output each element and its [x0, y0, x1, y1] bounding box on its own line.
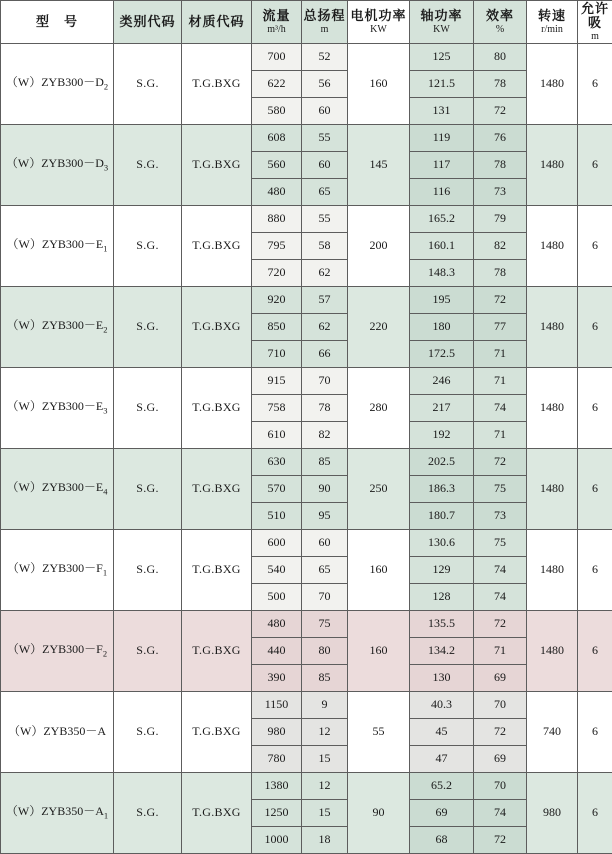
cell-total-head: 15 [302, 746, 348, 773]
cell-shaft-power: 202.5 [410, 449, 474, 476]
cell-motor-power: 55 [348, 692, 410, 773]
cell-shaft-power: 117 [410, 152, 474, 179]
cell-efficiency: 70 [474, 692, 527, 719]
cell-efficiency: 73 [474, 179, 527, 206]
cell-shaft-power: 134.2 [410, 638, 474, 665]
cell-model: $(W)ZYB300-E_2$ [1, 287, 114, 368]
cell-efficiency: 69 [474, 665, 527, 692]
cell-flow: 795 [252, 233, 302, 260]
cell-shaft-power: 148.3 [410, 260, 474, 287]
cell-model: $(W)ZYB350-A_1$ [1, 773, 114, 854]
cell-total-head: 12 [302, 773, 348, 800]
cell-flow: 850 [252, 314, 302, 341]
model-subscript: 2 [103, 325, 107, 335]
cell-efficiency: 77 [474, 314, 527, 341]
cell-efficiency: 71 [474, 422, 527, 449]
cell-efficiency: 82 [474, 233, 527, 260]
cell-shaft-power: 195 [410, 287, 474, 314]
cell-material-code: T.G.BXG [182, 125, 252, 206]
column-header-motor-power: 电机功率 KW [348, 1, 410, 44]
cell-flow: 608 [252, 125, 302, 152]
cell-efficiency: 78 [474, 260, 527, 287]
cell-shaft-power: 47 [410, 746, 474, 773]
model-subscript: 3 [103, 406, 107, 416]
model-subscript: 4 [103, 487, 107, 497]
cell-model: $(W)ZYB300-F_2$ [1, 611, 114, 692]
cell-flow: 600 [252, 530, 302, 557]
cell-npsh: 6 [578, 368, 612, 449]
cell-efficiency: 76 [474, 125, 527, 152]
cell-flow: 610 [252, 422, 302, 449]
cell-flow: 1250 [252, 800, 302, 827]
cell-total-head: 60 [302, 98, 348, 125]
cell-total-head: 80 [302, 638, 348, 665]
cell-flow: 540 [252, 557, 302, 584]
cell-total-head: 65 [302, 179, 348, 206]
cell-total-head: 90 [302, 476, 348, 503]
cell-npsh: 6 [578, 206, 612, 287]
table-header [1, 1, 612, 44]
cell-total-head: 55 [302, 125, 348, 152]
cell-flow: 700 [252, 44, 302, 71]
cell-total-head: 12 [302, 719, 348, 746]
cell-flow: 780 [252, 746, 302, 773]
cell-flow: 440 [252, 638, 302, 665]
cell-motor-power: 220 [348, 287, 410, 368]
cell-total-head: 15 [302, 800, 348, 827]
cell-material-code: T.G.BXG [182, 692, 252, 773]
cell-shaft-power: 128 [410, 584, 474, 611]
cell-efficiency: 69 [474, 746, 527, 773]
model-subscript: 1 [103, 244, 107, 254]
cell-shaft-power: 246 [410, 368, 474, 395]
model-subscript: 3 [104, 163, 108, 173]
cell-speed: 1480 [527, 287, 578, 368]
cell-material-code: T.G.BXG [182, 449, 252, 530]
column-header-flow: 流量 m³/h [252, 1, 302, 44]
cell-category-code: S.G. [114, 449, 182, 530]
cell-efficiency: 72 [474, 827, 527, 854]
table-row [1, 530, 612, 557]
cell-material-code: T.G.BXG [182, 206, 252, 287]
cell-shaft-power: 180.7 [410, 503, 474, 530]
cell-flow: 1150 [252, 692, 302, 719]
model-subscript: 2 [103, 649, 107, 659]
table-row [1, 44, 612, 71]
table-row [1, 773, 612, 800]
cell-total-head: 55 [302, 206, 348, 233]
cell-flow: 1000 [252, 827, 302, 854]
cell-efficiency: 74 [474, 395, 527, 422]
cell-category-code: S.G. [114, 287, 182, 368]
cell-flow: 580 [252, 98, 302, 125]
cell-model: $(W)ZYB300-F_1$ [1, 530, 114, 611]
cell-efficiency: 72 [474, 449, 527, 476]
cell-flow: 570 [252, 476, 302, 503]
column-header-speed: 转速 r/min [527, 1, 578, 44]
cell-speed: 1480 [527, 44, 578, 125]
cell-total-head: 52 [302, 44, 348, 71]
cell-shaft-power: 130.6 [410, 530, 474, 557]
cell-efficiency: 72 [474, 287, 527, 314]
cell-motor-power: 145 [348, 125, 410, 206]
cell-flow: 720 [252, 260, 302, 287]
cell-efficiency: 70 [474, 773, 527, 800]
cell-total-head: 60 [302, 152, 348, 179]
cell-flow: 390 [252, 665, 302, 692]
cell-category-code: S.G. [114, 692, 182, 773]
cell-flow: 500 [252, 584, 302, 611]
column-header-efficiency: 效率 % [474, 1, 527, 44]
cell-total-head: 70 [302, 368, 348, 395]
cell-shaft-power: 65.2 [410, 773, 474, 800]
cell-motor-power: 90 [348, 773, 410, 854]
model-subscript: 1 [103, 568, 107, 578]
cell-total-head: 85 [302, 665, 348, 692]
cell-flow: 560 [252, 152, 302, 179]
cell-efficiency: 71 [474, 638, 527, 665]
cell-efficiency: 78 [474, 71, 527, 98]
model-subscript: 2 [104, 82, 108, 92]
cell-motor-power: 160 [348, 530, 410, 611]
cell-efficiency: 80 [474, 44, 527, 71]
cell-efficiency: 71 [474, 368, 527, 395]
cell-material-code: T.G.BXG [182, 368, 252, 449]
cell-flow: 510 [252, 503, 302, 530]
cell-motor-power: 250 [348, 449, 410, 530]
cell-efficiency: 74 [474, 800, 527, 827]
cell-category-code: S.G. [114, 368, 182, 449]
cell-shaft-power: 131 [410, 98, 474, 125]
cell-total-head: 85 [302, 449, 348, 476]
cell-shaft-power: 217 [410, 395, 474, 422]
cell-category-code: S.G. [114, 530, 182, 611]
table-body [1, 44, 612, 854]
cell-efficiency: 74 [474, 584, 527, 611]
cell-motor-power: 200 [348, 206, 410, 287]
cell-total-head: 65 [302, 557, 348, 584]
cell-total-head: 57 [302, 287, 348, 314]
cell-motor-power: 160 [348, 611, 410, 692]
cell-model: $(W)ZYB300-D_2$ [1, 44, 114, 125]
column-header-material-code: 材质代码 [182, 1, 252, 44]
cell-efficiency: 73 [474, 503, 527, 530]
cell-speed: 1480 [527, 611, 578, 692]
cell-category-code: S.G. [114, 206, 182, 287]
cell-flow: 630 [252, 449, 302, 476]
cell-efficiency: 74 [474, 557, 527, 584]
cell-npsh: 6 [578, 125, 612, 206]
table-row [1, 449, 612, 476]
cell-shaft-power: 121.5 [410, 71, 474, 98]
cell-total-head: 78 [302, 395, 348, 422]
table-row [1, 287, 612, 314]
cell-npsh: 6 [578, 611, 612, 692]
cell-efficiency: 79 [474, 206, 527, 233]
cell-flow: 622 [252, 71, 302, 98]
cell-shaft-power: 130 [410, 665, 474, 692]
cell-flow: 1380 [252, 773, 302, 800]
cell-npsh: 6 [578, 692, 612, 773]
table-row [1, 125, 612, 152]
column-header-category-code: 类别代码 [114, 1, 182, 44]
cell-flow: 980 [252, 719, 302, 746]
cell-flow: 758 [252, 395, 302, 422]
model-subscript: 1 [104, 811, 108, 821]
cell-shaft-power: 160.1 [410, 233, 474, 260]
cell-efficiency: 72 [474, 611, 527, 638]
cell-total-head: 70 [302, 584, 348, 611]
cell-speed: 1480 [527, 530, 578, 611]
cell-speed: 1480 [527, 449, 578, 530]
cell-speed: 1480 [527, 206, 578, 287]
cell-shaft-power: 116 [410, 179, 474, 206]
cell-efficiency: 71 [474, 341, 527, 368]
table-row [1, 611, 612, 638]
cell-material-code: T.G.BXG [182, 530, 252, 611]
cell-efficiency: 75 [474, 476, 527, 503]
cell-efficiency: 78 [474, 152, 527, 179]
cell-total-head: 18 [302, 827, 348, 854]
cell-flow: 915 [252, 368, 302, 395]
cell-total-head: 58 [302, 233, 348, 260]
cell-flow: 710 [252, 341, 302, 368]
cell-shaft-power: 172.5 [410, 341, 474, 368]
table-row [1, 206, 612, 233]
cell-shaft-power: 186.3 [410, 476, 474, 503]
cell-total-head: 62 [302, 314, 348, 341]
cell-model: $(W)ZYB300-E_1$ [1, 206, 114, 287]
cell-flow: 480 [252, 179, 302, 206]
cell-category-code: S.G. [114, 611, 182, 692]
cell-material-code: T.G.BXG [182, 611, 252, 692]
cell-total-head: 82 [302, 422, 348, 449]
cell-material-code: T.G.BXG [182, 287, 252, 368]
cell-efficiency: 72 [474, 719, 527, 746]
cell-speed: 1480 [527, 368, 578, 449]
cell-flow: 880 [252, 206, 302, 233]
cell-npsh: 6 [578, 773, 612, 854]
cell-flow: 920 [252, 287, 302, 314]
cell-category-code: S.G. [114, 125, 182, 206]
cell-total-head: 95 [302, 503, 348, 530]
cell-category-code: S.G. [114, 44, 182, 125]
cell-model: （W）ZYB350－A [1, 692, 114, 773]
header-row [1, 1, 612, 44]
cell-total-head: 62 [302, 260, 348, 287]
cell-flow: 480 [252, 611, 302, 638]
cell-shaft-power: 40.3 [410, 692, 474, 719]
cell-material-code: T.G.BXG [182, 44, 252, 125]
cell-shaft-power: 69 [410, 800, 474, 827]
cell-total-head: 66 [302, 341, 348, 368]
cell-shaft-power: 180 [410, 314, 474, 341]
cell-motor-power: 160 [348, 44, 410, 125]
column-header-total-head: 总扬程 m [302, 1, 348, 44]
cell-category-code: S.G. [114, 773, 182, 854]
cell-model: $(W)ZYB300-E_4$ [1, 449, 114, 530]
cell-total-head: 75 [302, 611, 348, 638]
column-header-model: 型 号 [1, 1, 114, 44]
cell-model: $(W)ZYB300-D_3$ [1, 125, 114, 206]
cell-shaft-power: 45 [410, 719, 474, 746]
table-row [1, 692, 612, 719]
table-row [1, 368, 612, 395]
cell-shaft-power: 135.5 [410, 611, 474, 638]
cell-efficiency: 75 [474, 530, 527, 557]
cell-efficiency: 72 [474, 98, 527, 125]
column-header-npsh: 允许吸 m [578, 1, 612, 44]
cell-shaft-power: 125 [410, 44, 474, 71]
cell-shaft-power: 68 [410, 827, 474, 854]
cell-speed: 980 [527, 773, 578, 854]
cell-speed: 740 [527, 692, 578, 773]
cell-total-head: 9 [302, 692, 348, 719]
cell-total-head: 60 [302, 530, 348, 557]
cell-npsh: 6 [578, 287, 612, 368]
cell-shaft-power: 165.2 [410, 206, 474, 233]
cell-npsh: 6 [578, 449, 612, 530]
cell-npsh: 6 [578, 44, 612, 125]
cell-shaft-power: 129 [410, 557, 474, 584]
cell-npsh: 6 [578, 530, 612, 611]
cell-total-head: 56 [302, 71, 348, 98]
cell-speed: 1480 [527, 125, 578, 206]
cell-model: $(W)ZYB300-E_3$ [1, 368, 114, 449]
cell-shaft-power: 119 [410, 125, 474, 152]
cell-shaft-power: 192 [410, 422, 474, 449]
cell-material-code: T.G.BXG [182, 773, 252, 854]
column-header-shaft-power: 轴功率 KW [410, 1, 474, 44]
cell-motor-power: 280 [348, 368, 410, 449]
